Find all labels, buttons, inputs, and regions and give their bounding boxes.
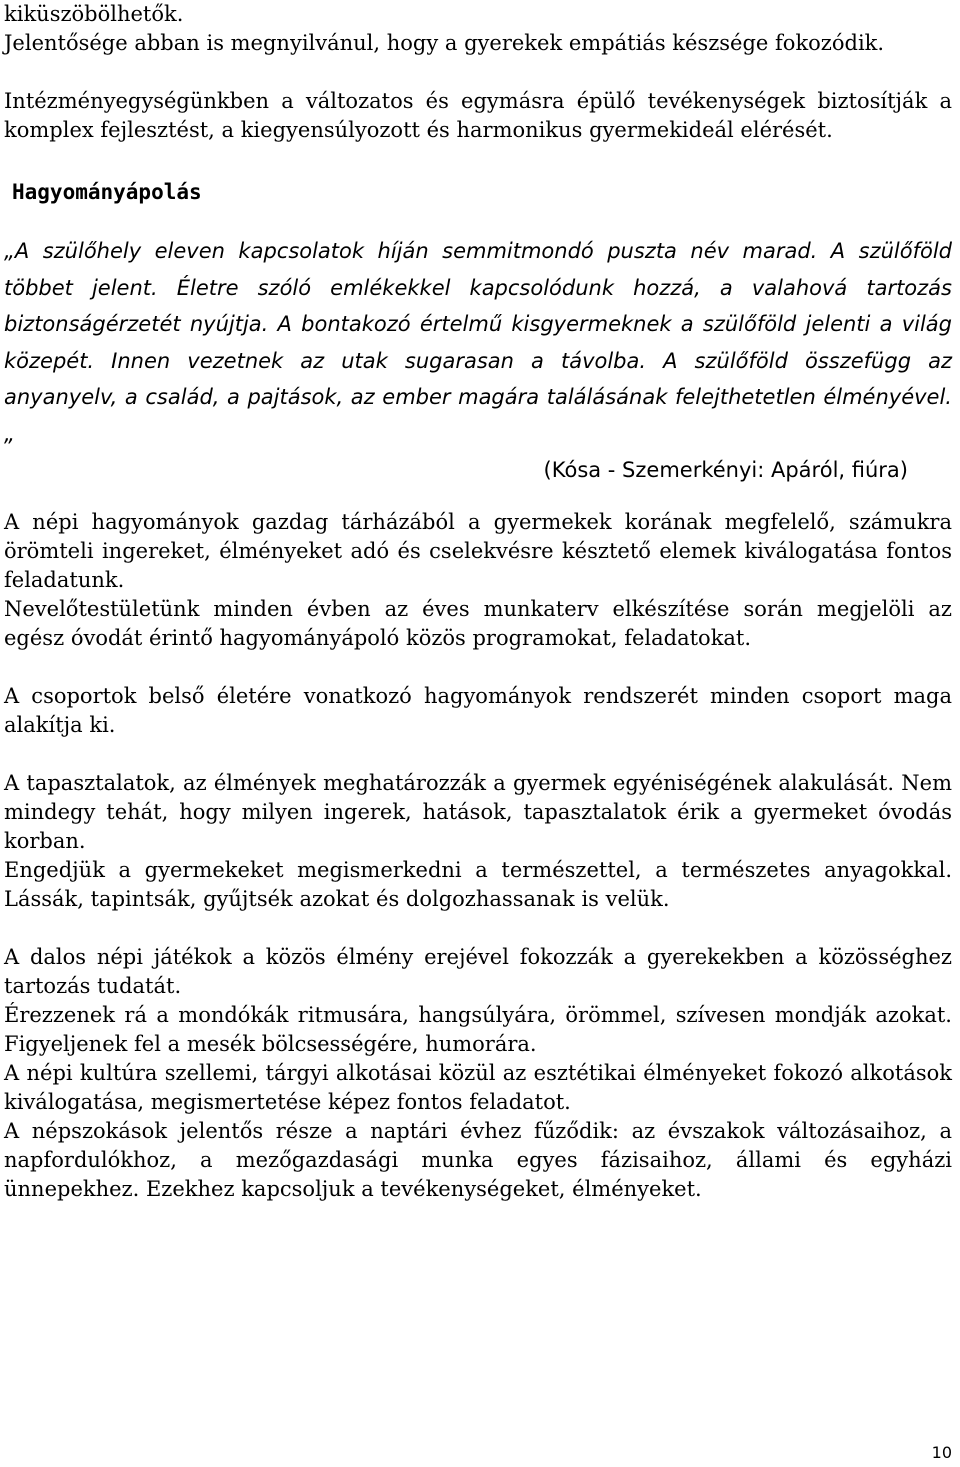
body-paragraph-6: A dalos népi játékok a közös élmény erejével fokozzák a gyerekekben a közösséghez tartozás tudatát. <box>4 945 952 998</box>
body-paragraph-5: Engedjük a gyermekeket megismerkedni a természettel, a természetes anyagokkal. Lássák, tapintsák, gyűjtsék azokat és dolgozhassanak is velük. <box>4 858 952 911</box>
body-paragraph-2: Nevelőtestületünk minden évben az éves munkaterv elkészítése során megjelöli az egész óvodát érintő hagyományápoló közös programokat, feladatokat. <box>4 597 952 650</box>
spacer <box>4 145 952 176</box>
spacer <box>4 58 952 87</box>
spacer <box>4 488 952 508</box>
intro-line-1: kiküszöbölhetők. <box>4 2 184 26</box>
body-paragraph-3: A csoportok belső életére vonatkozó hagyományok rendszerét minden csoport maga alakítja ki. <box>4 684 952 737</box>
body-paragraph-8: A népi kultúra szellemi, tárgyi alkotásai közül az esztétikai élményeket fokozó alkotások kiválogatása, megismertetése képez fontos feladatot. <box>4 1061 952 1114</box>
document-page <box>4 0 952 1204</box>
spacer <box>4 914 952 943</box>
quote-text: „A szülőhely eleven kapcsolatok híján semmitmondó puszta név marad. A szülőföld többet jelent. Életre szóló emlékekkel kapcsolódunk hozzá, a valahová tartozás biztonságérzetét nyújtja. A bontakozó értelmű kisgyermeknek a szülőföld jelenti a világ közepét. Innen vezetnek az utak sugarasan a távolba. A szülőföld összefügg az anyanyelv, a család, a pajtások, az ember magára találásának felejthetetlen élményével.„ <box>4 239 952 446</box>
body-paragraph-7: Érezzenek rá a mondókák ritmusára, hangsúlyára, örömmel, szívesen mondják azokat. Figyeljenek fel a mesék bölcsességére, humorára. <box>4 1003 952 1056</box>
page-number: 10 <box>931 1443 952 1462</box>
quote-attribution: (Kósa - Szemerkényi: Apáról, fiúra) <box>543 458 908 482</box>
body-paragraph-4: A tapasztalatok, az élmények meghatározzák a gyermek egyéniségének alakulását. Nem mindegy tehát, hogy milyen ingerek, hatások, tapasztalatok érik a gyermeket óvodás korban. <box>4 771 952 853</box>
spacer <box>4 653 952 682</box>
body-paragraph-9: A népszokások jelentős része a naptári évhez fűződik: az évszakok változásaihoz, a napfordulókhoz, a mezőgazdasági munka egyes fázisaihoz, állami és egyházi ünnepekhez. Ezekhez kapcsoljuk a tevékenységeket, élményeket. <box>4 1119 952 1201</box>
spacer <box>4 740 952 769</box>
section-heading: Hagyományápolás <box>12 180 202 204</box>
body-paragraph-1: A népi hagyományok gazdag tárházából a gyermekek korának megfelelő, számukra örömteli ingereket, élményeket adó és cselekvésre késztető elemek kiválogatása fontos feladatunk. <box>4 510 952 592</box>
institution-paragraph: Intézményegységünkben a változatos és egymásra épülő tevékenységek biztosítják a komplex fejlesztést, a kiegyensúlyozott és harmonikus gyermekideál elérését. <box>4 89 952 142</box>
spacer <box>4 205 952 233</box>
intro-paragraph: Jelentősége abban is megnyilvánul, hogy a gyerekek empátiás készsége fokozódik. <box>4 31 885 55</box>
